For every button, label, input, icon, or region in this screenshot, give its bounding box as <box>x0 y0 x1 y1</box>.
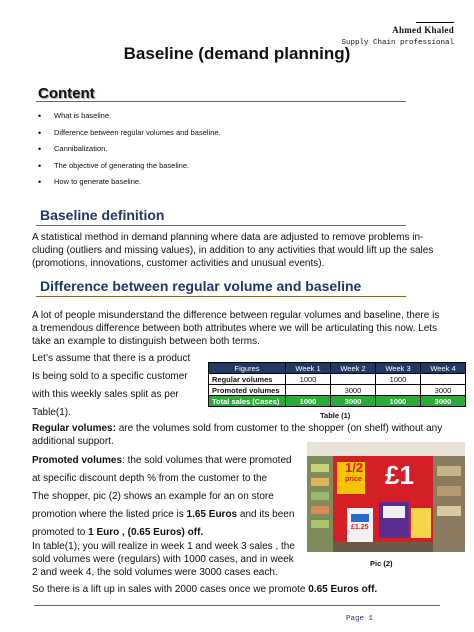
assume-line: Let’s assume that there is a product <box>32 353 191 364</box>
table-cell: 1000 <box>376 396 421 407</box>
assume-text <box>32 350 190 422</box>
page-title: Baseline (demand planning) <box>123 44 351 63</box>
author-divider <box>416 22 454 23</box>
author-role: Supply Chain professional <box>341 39 454 47</box>
definition-heading: Baseline definition <box>40 207 165 223</box>
pack-price: £1.25 <box>351 524 369 531</box>
footer-rule <box>34 605 440 606</box>
table-header-cell: Week 3 <box>376 363 421 374</box>
table-explanation <box>32 540 304 579</box>
definition-line: A statistical method in demand planning where data are adjusted to remove problems in- <box>32 232 424 243</box>
content-rule <box>36 101 406 102</box>
promoted-line: The shopper, pic (2) shows an example for an on store <box>32 491 274 502</box>
intro-line: a tremendous difference between both attributes where we will be articulating this now. Lets <box>32 323 438 334</box>
table-cell <box>421 374 466 385</box>
lift-text: So there is a lift up in sales with 2000 cases once we promote <box>32 584 309 595</box>
sign-one-pound: £1 <box>385 460 414 490</box>
table-header-row <box>209 363 466 374</box>
table-cell: Total sales (Cases) <box>209 396 286 407</box>
content-list <box>38 110 221 193</box>
table-row <box>209 385 466 396</box>
content-item: • What is baseline. <box>38 110 221 127</box>
sign-price-word: price <box>345 476 362 483</box>
page-number: Page 1 <box>346 615 374 623</box>
regular-desc-2: additional support. <box>32 436 114 447</box>
table-caption: Table (1) <box>320 411 351 420</box>
promoted-desc: : the sold volumes that were promoted <box>122 455 292 466</box>
definition-rule <box>36 225 406 226</box>
intro-line: take an example to distinguish between both terms. <box>32 336 260 347</box>
lift-amount: 0.65 Euros off. <box>308 584 378 595</box>
store-promotion-photo <box>307 442 465 552</box>
explanation-line: In table(1), you will realize in week 1 and week 3 sales , the <box>32 541 295 552</box>
table-header-cell: Week 4 <box>421 363 466 374</box>
table-cell: 1000 <box>286 396 331 407</box>
table-cell: 3000 <box>331 396 376 407</box>
content-item: • The objective of generating the baseline. <box>38 160 221 177</box>
table-row <box>209 374 466 385</box>
sales-table <box>208 362 466 407</box>
table-cell: 1000 <box>376 374 421 385</box>
regular-desc: are the volumes sold from customer to the shopper (on shelf) without any <box>115 423 443 434</box>
content-item: • Difference between regular volumes and baseline. <box>38 127 221 144</box>
sign-half: 1/2 <box>345 460 364 475</box>
picture-caption: Pic (2) <box>370 559 393 568</box>
table-header-cell: Figures <box>209 363 286 374</box>
lift-sentence <box>32 583 377 596</box>
promoted-line: and its been <box>237 509 295 520</box>
table-cell: Regular volumes <box>209 374 286 385</box>
explanation-line: 2 and week 4, the sold volumes were 3000 cases each. <box>32 567 278 578</box>
content-heading: Content <box>38 85 95 102</box>
definition-line: (promotions, innovations, customer activities and unusual events). <box>32 258 325 269</box>
table-cell: 3000 <box>331 385 376 396</box>
table-cell: 1000 <box>286 374 331 385</box>
difference-intro <box>32 309 439 348</box>
promoted-term: Promoted volumes <box>32 455 123 466</box>
table-header-cell: Week 2 <box>331 363 376 374</box>
table-cell: 3000 <box>421 385 466 396</box>
assume-line: Is being sold to a specific customer <box>32 371 188 382</box>
assume-line: Table(1). <box>32 407 71 418</box>
definition-text <box>32 231 433 270</box>
promoted-line: promotion where the listed price is <box>32 509 187 520</box>
difference-heading: Difference between regular volume and baseline <box>40 278 362 294</box>
regular-term: Regular volumes: <box>32 423 116 434</box>
promo-price: 1 Euro , (0.65 Euros) off. <box>88 527 204 538</box>
listed-price: 1.65 Euros <box>186 509 238 520</box>
content-item: • Cannibalization. <box>38 143 221 160</box>
assume-line: with this weekly sales split as per <box>32 389 179 400</box>
explanation-line: sold volumes were (regulars) with 1000 cases, and in week <box>32 554 294 565</box>
table-cell <box>376 385 421 396</box>
table-row <box>209 396 466 407</box>
intro-line: A lot of people misunderstand the difference between regular volumes and baseline, there is <box>32 310 440 321</box>
difference-rule <box>36 296 406 297</box>
promoted-volumes-text <box>32 452 304 542</box>
table-header-cell: Week 1 <box>286 363 331 374</box>
author-name: Ahmed Khaled <box>392 25 454 35</box>
promoted-line: promoted to <box>32 527 89 538</box>
table-cell: Promoted volumes <box>209 385 286 396</box>
definition-line: cluding (outliers and missing values), in addition to any activities that would lift up the sales <box>32 245 434 256</box>
table-cell: 3000 <box>421 396 466 407</box>
promoted-line: at specific discount depth % from the customer to the <box>32 473 268 484</box>
table-cell <box>286 385 331 396</box>
content-item: • How to generate baseline. <box>38 176 221 193</box>
table-cell <box>331 374 376 385</box>
